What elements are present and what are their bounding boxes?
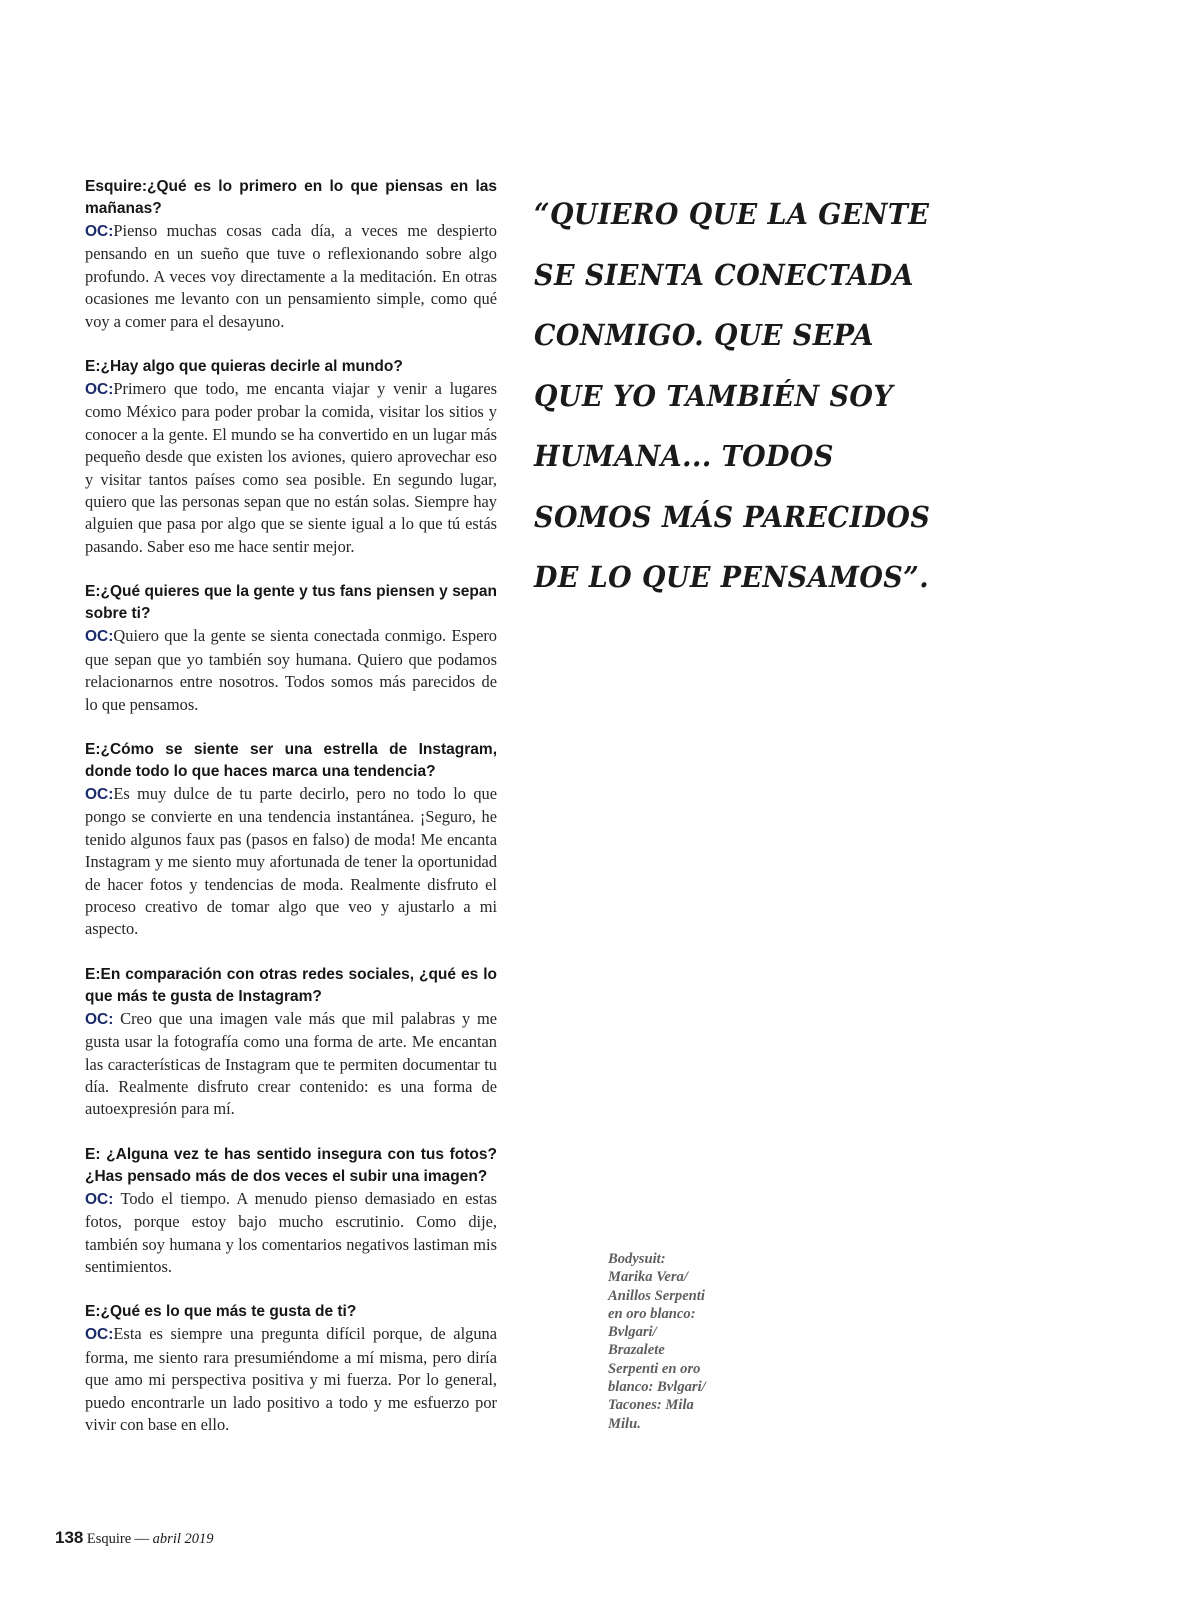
answer-5 xyxy=(85,1008,497,1121)
page-footer xyxy=(55,1528,214,1548)
pull-quote-line: SE SIENTA CONECTADA xyxy=(534,257,914,292)
answer-text: Esta es siempre una pregunta difícil porque, de alguna forma, me siento rara presumiéndome a mí misma, pero diría que amo mi perspectiva positiva y mi fuerza. Por lo general, puedo encontrarle un lado positivo a todo y me esfuerzo por vivir con base en ello. xyxy=(85,1324,497,1435)
answer-tag: OC: xyxy=(85,785,114,803)
qa-block-7 xyxy=(85,1301,497,1436)
answer-text: Todo el tiempo. A menudo pienso demasiado en estas fotos, porque estoy bajo mucho escrutinio. Como dije, también soy humana y los comentarios negativos lastiman mis sentimientos. xyxy=(85,1188,497,1276)
photo-credit xyxy=(608,1250,736,1433)
interview-column xyxy=(85,176,497,1459)
credit-line: Anillos Serpenti xyxy=(608,1287,705,1304)
answer-4 xyxy=(85,783,497,941)
question-3: E:¿Qué quieres que la gente y tus fans piensen y sepan sobre ti? xyxy=(85,583,497,623)
credit-line: Brazalete xyxy=(608,1342,665,1359)
pull-quote-line: “QUIERO QUE LA GENTE xyxy=(534,197,930,231)
question-2: E:¿Hay algo que quieras decirle al mundo? xyxy=(85,358,403,376)
pull-quote-line: HUMANA... TODOS xyxy=(534,439,834,473)
qa-block-2 xyxy=(85,356,497,558)
credit-line: Bvlgari/ xyxy=(608,1324,657,1341)
pull-quote-line: SOMOS MÁS PARECIDOS xyxy=(534,499,931,534)
answer-3 xyxy=(85,625,497,716)
answer-7 xyxy=(85,1323,497,1436)
issue-date: abril 2019 xyxy=(152,1531,214,1547)
answer-tag: OC: xyxy=(85,381,114,399)
answer-text: Pienso muchas cosas cada día, a veces me despierto pensando en un sueño que tuve o reflexionando sobre algo profundo. A veces voy directamente a la meditación. En otras ocasiones me levanto con un pensamiento simple, como qué voy a comer para el desayuno. xyxy=(85,221,497,331)
question-4: E:¿Cómo se siente ser una estrella de Instagram, donde todo lo que haces marca una tendencia? xyxy=(85,740,497,780)
answer-tag: OC: xyxy=(85,1190,114,1208)
question-6: E: ¿Alguna vez te has sentido insegura con tus fotos? ¿Has pensado más de dos veces el subir una imagen? xyxy=(85,1145,497,1185)
answer-tag: OC: xyxy=(85,223,114,240)
pull-quote-line: QUE YO TAMBIÉN SOY xyxy=(534,378,894,413)
credit-line: Serpenti en oro xyxy=(608,1360,701,1377)
page-number: 138 xyxy=(55,1528,84,1547)
credit-line: blanco: Bvlgari/ xyxy=(608,1379,706,1396)
credit-line: Milu. xyxy=(608,1415,641,1432)
credit-line: Marika Vera/ xyxy=(608,1269,688,1286)
qa-block-6 xyxy=(85,1144,497,1279)
answer-6 xyxy=(85,1188,497,1279)
answer-tag: OC: xyxy=(85,1010,114,1028)
pull-quote-line: CONMIGO. QUE SEPA xyxy=(534,318,874,352)
qa-block-4 xyxy=(85,739,497,941)
answer-text: Creo que una imagen vale más que mil palabras y me gusta usar la fotografía como una forma de arte. Me encantan las características de Instagram que te permiten documentar tu día. Realmente disfruto crear contenido: es una forma de autoexpresión para mí. xyxy=(85,1008,497,1119)
credit-line: Tacones: Mila xyxy=(608,1397,694,1414)
credit-line: en oro blanco: xyxy=(608,1305,696,1322)
qa-block-1 xyxy=(85,176,497,333)
magazine-name: Esquire xyxy=(86,1531,132,1547)
answer-tag: OC: xyxy=(85,1326,114,1344)
question-5: E:En comparación con otras redes sociales, ¿qué es lo que más te gusta de Instagram? xyxy=(85,965,497,1005)
question-1: Esquire:¿Qué es lo primero en lo que piensas en las mañanas? xyxy=(85,178,497,217)
answer-2 xyxy=(85,378,497,558)
answer-text: Quiero que la gente se sienta conectada conmigo. Espero que sepan que yo también soy humana. Quiero que podamos relacionarnos entre nosotros. Todos somos más parecidos de lo que pensamos. xyxy=(85,626,497,714)
qa-block-5 xyxy=(85,964,497,1121)
answer-text: Es muy dulce de tu parte decirlo, pero no todo lo que pongo se convierte en una tendencia instantánea. ¡Seguro, he tenido algunos faux pas (pasos en falso) de moda! Me encanta Instagram y me siento muy afortunada de tener la oportunidad de hacer fotos y tendencias de moda. Realmente disfruto el proceso creativo de tomar algo que veo y ajustarlo a mi aspecto. xyxy=(85,783,497,939)
answer-tag: OC: xyxy=(85,628,114,646)
question-7: E:¿Qué es lo que más te gusta de ti? xyxy=(85,1303,357,1321)
pull-quote xyxy=(534,184,954,608)
footer-separator: — xyxy=(134,1531,150,1547)
qa-block-3 xyxy=(85,581,497,716)
credit-line: Bodysuit: xyxy=(608,1251,666,1267)
pull-quote-line: DE LO QUE PENSAMOS”. xyxy=(534,560,930,594)
answer-1 xyxy=(85,220,497,333)
answer-text: Primero que todo, me encanta viajar y venir a lugares como México para poder probar la comida, visitar los sitios y conocer a la gente. El mundo se ha convertido en un lugar más pequeño desde que existen los aviones, quiero aprovechar eso y visitar tantos países como sea posible. En segundo lugar, quiero que las personas sepan que no están solas. Siempre hay alguien que pasa por algo que se siente igual a lo que tú estás pasando. Saber eso me hace sentir mejor. xyxy=(85,379,497,556)
